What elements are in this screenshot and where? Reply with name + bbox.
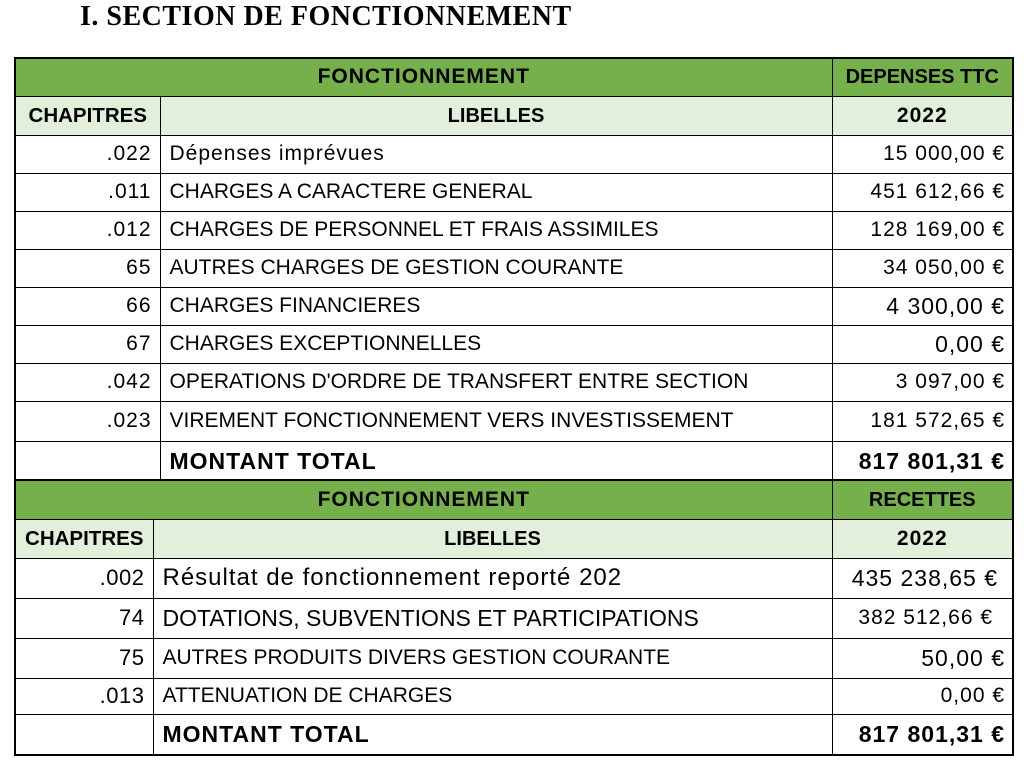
montant-cell: 0,00 €: [832, 325, 1013, 363]
libelle-cell: CHARGES FINANCIERES: [160, 287, 832, 325]
libelle-cell: CHARGES EXCEPTIONNELLES: [160, 325, 832, 363]
libelle-cell: ATTENUATION DE CHARGES: [153, 678, 832, 714]
empty-cell: [15, 441, 160, 481]
libelles-header: LIBELLES: [160, 96, 832, 135]
table-row: [15, 401, 1013, 441]
montant-cell: 451 612,66 €: [832, 173, 1013, 211]
montant-cell: 435 238,65 €: [832, 558, 1013, 598]
libelle-cell: DOTATIONS, SUBVENTIONS ET PARTICIPATIONS: [153, 598, 832, 638]
table-row: [15, 211, 1013, 249]
table-row: [15, 638, 1013, 678]
table-row: [15, 325, 1013, 363]
depenses-table: [14, 57, 1014, 482]
montant-cell: 0,00 €: [832, 678, 1013, 714]
year-header: 2022: [832, 96, 1013, 135]
total-label: MONTANT TOTAL: [153, 714, 832, 755]
chapitre-cell: 66: [15, 287, 160, 325]
montant-cell: 128 169,00 €: [832, 211, 1013, 249]
libelle-cell: VIREMENT FONCTIONNEMENT VERS INVESTISSEMENT: [160, 401, 832, 441]
montant-cell: 181 572,65 €: [832, 401, 1013, 441]
chapitre-cell: 75: [15, 638, 153, 678]
libelle-cell: OPERATIONS D'ORDRE DE TRANSFERT ENTRE SECTION: [160, 363, 832, 401]
libelle-cell: Dépenses imprévues: [160, 135, 832, 173]
total-row: [15, 441, 1013, 481]
libelle-cell: AUTRES CHARGES DE GESTION COURANTE: [160, 249, 832, 287]
chapitre-cell: .013: [15, 678, 153, 714]
table-row: [15, 249, 1013, 287]
table-row: [15, 558, 1013, 598]
total-label: MONTANT TOTAL: [160, 441, 832, 481]
table-row: [15, 287, 1013, 325]
montant-cell: 382 512,66 €: [832, 598, 1013, 638]
section-label: FONCTIONNEMENT: [15, 58, 832, 96]
montant-cell: 4 300,00 €: [832, 287, 1013, 325]
table-row: [15, 135, 1013, 173]
column-header-row: [15, 96, 1013, 135]
table-row: [15, 598, 1013, 638]
table-row: [15, 173, 1013, 211]
table-row: [15, 363, 1013, 401]
year-header: 2022: [832, 519, 1013, 558]
libelle-cell: CHARGES A CARACTERE GENERAL: [160, 173, 832, 211]
chapitre-cell: 74: [15, 598, 153, 638]
montant-cell: 15 000,00 €: [832, 135, 1013, 173]
chapitre-cell: 67: [15, 325, 160, 363]
chapitre-cell: .011: [15, 173, 160, 211]
libelle-cell: CHARGES DE PERSONNEL ET FRAIS ASSIMILES: [160, 211, 832, 249]
page-title: I. SECTION DE FONCTIONNEMENT: [80, 1, 572, 32]
chapitres-header: CHAPITRES: [15, 96, 160, 135]
column-header-row: [15, 519, 1013, 558]
montant-cell: 34 050,00 €: [832, 249, 1013, 287]
table-row: [15, 678, 1013, 714]
total-row: [15, 714, 1013, 755]
depenses-column-label: DEPENSES TTC: [832, 58, 1013, 96]
libelle-cell: Résultat de fonctionnement reporté 202: [153, 558, 832, 598]
section-header-row: [15, 480, 1013, 519]
section-label: FONCTIONNEMENT: [15, 480, 832, 519]
recettes-table: [14, 479, 1014, 756]
chapitres-header: CHAPITRES: [15, 519, 153, 558]
total-amount: 817 801,31 €: [832, 714, 1013, 755]
recettes-column-label: RECETTES: [832, 480, 1013, 519]
montant-cell: 50,00 €: [832, 638, 1013, 678]
section-header-row: [15, 58, 1013, 96]
chapitre-cell: .002: [15, 558, 153, 598]
empty-cell: [15, 714, 153, 755]
chapitre-cell: .023: [15, 401, 160, 441]
chapitre-cell: 65: [15, 249, 160, 287]
libelle-cell: AUTRES PRODUITS DIVERS GESTION COURANTE: [153, 638, 832, 678]
total-amount: 817 801,31 €: [832, 441, 1013, 481]
chapitre-cell: .012: [15, 211, 160, 249]
libelles-header: LIBELLES: [153, 519, 832, 558]
chapitre-cell: .022: [15, 135, 160, 173]
chapitre-cell: .042: [15, 363, 160, 401]
montant-cell: 3 097,00 €: [832, 363, 1013, 401]
